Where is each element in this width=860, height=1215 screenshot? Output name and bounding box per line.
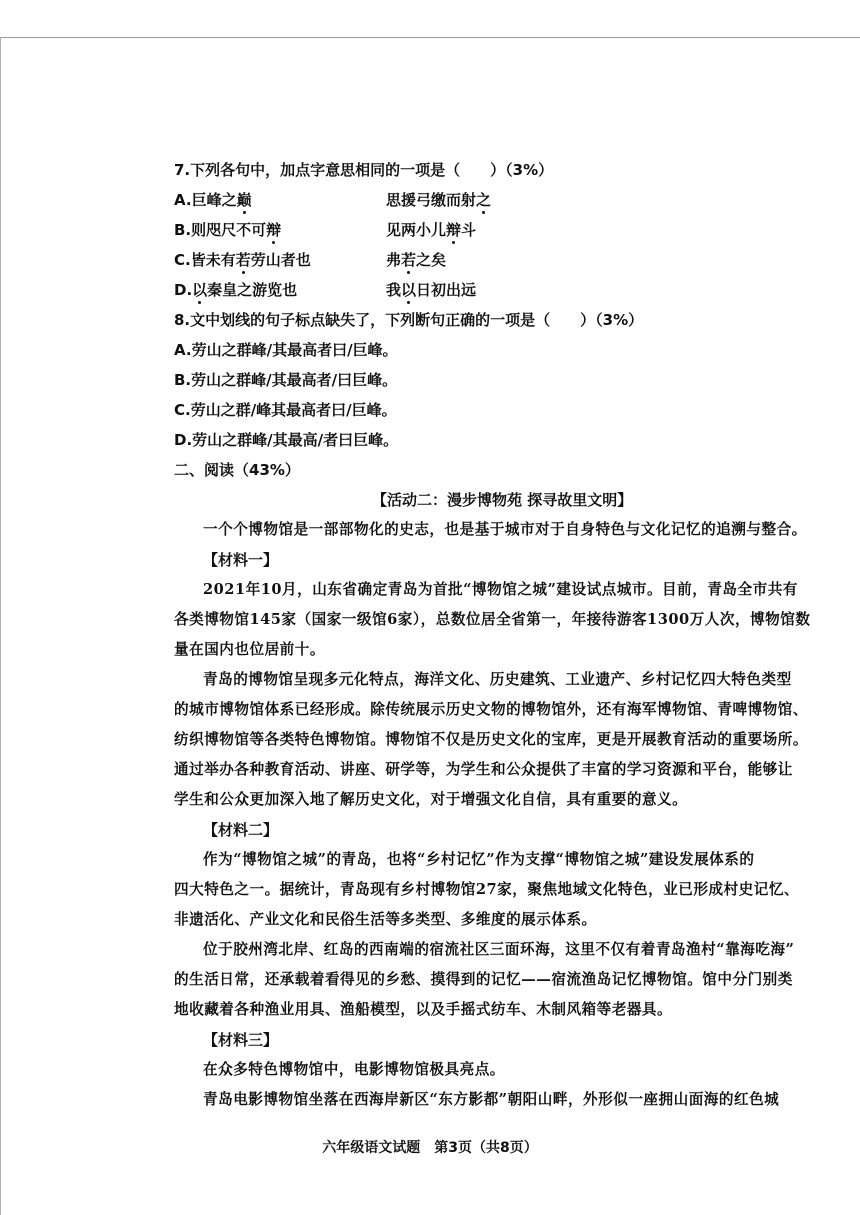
- section-2-heading: 二、阅读（43%）: [174, 461, 300, 479]
- question-8-option-c: C.劳山之群/峰其最高者曰/巨峰。: [174, 401, 397, 419]
- material-1-p2-line-4: 通过举办各种教育活动、讲座、研学等，为学生和公众提供了丰富的学习资源和平台，能够让: [174, 761, 793, 778]
- material-1-p1-line-2: 各类博物馆145家（国家一级馆6家），总数位居全省第一，年接待游客1300万人次，博物馆数: [174, 611, 811, 628]
- option-d-right: 我以日初出远: [386, 281, 477, 299]
- material-1-label: 【材料一】: [203, 551, 279, 569]
- question-8-option-a: A.劳山之群峰/其最高者曰/巨峰。: [174, 341, 398, 359]
- material-2-p2-line-2: 的生活日常，还承载着看得见的乡愁、摸得到的记忆——宿流渔岛记忆博物馆。馆中分门别类: [174, 971, 793, 988]
- question-8-title: 8.文中划线的句子标点缺失了，下列断句正确的一项是（ ）（3%）: [174, 311, 644, 329]
- material-3-p2: 青岛电影博物馆坐落在西海岸新区“东方影都”朝阳山畔，外形似一座拥山面海的红色城: [203, 1091, 780, 1108]
- material-2-p1-line-2: 四大特色之一。据统计，青岛现有乡村博物馆27家，聚焦地域文化特色，业已形成村史记忆、: [174, 881, 800, 898]
- option-c-right: 弗若之矣: [386, 251, 447, 269]
- question-8-option-b: B.劳山之群峰/其最高者/曰巨峰。: [174, 371, 398, 389]
- material-3-p1: 在众多特色博物馆中，电影博物馆极具亮点。: [203, 1061, 505, 1078]
- page-footer: 六年级语文试题 第3页（共8页）: [322, 1140, 538, 1156]
- option-a-left: A.巨峰之巅: [174, 191, 252, 209]
- material-3-label: 【材料三】: [203, 1031, 279, 1049]
- material-2-p1-line-3: 非遗活化、产业文化和民俗生活等多类型、多维度的展示体系。: [174, 911, 597, 928]
- material-1-p1-line-3: 量在国内也位居前十。: [174, 641, 325, 658]
- material-2-label: 【材料二】: [203, 821, 279, 839]
- activity-title: 【活动二：漫步博物苑 探寻故里文明】: [372, 491, 633, 509]
- material-2-p2-line-3: 地收藏着各种渔业用具、渔船模型，以及手摇式纺车、木制风箱等老器具。: [174, 1001, 673, 1018]
- material-1-p1-line-1: 2021年10月，山东省确定青岛为首批“博物馆之城”建设试点城市。目前，青岛全市共有: [203, 581, 798, 598]
- question-8-option-d: D.劳山之群峰/其最高/者曰巨峰。: [174, 431, 399, 449]
- material-2-p1-line-1: 作为“博物馆之城”的青岛，也将“乡村记忆”作为支撑“博物馆之城”建设发展体系的: [203, 851, 755, 868]
- option-d-left: D.以秦皇之游览也: [174, 281, 298, 299]
- question-7-title: 7.下列各句中，加点字意思相同的一项是（ ）（3%）: [174, 161, 554, 179]
- material-1-p2-line-5: 学生和公众更加深入地了解历史文化，对于增强文化自信，具有重要的意义。: [174, 791, 688, 808]
- material-1-p2-line-1: 青岛的博物馆呈现多元化特点，海洋文化、历史建筑、工业遗产、乡村记忆四大特色类型: [203, 671, 792, 688]
- material-1-p2-line-3: 纺织博物馆等各类特色博物馆。博物馆不仅是历史文化的宝库，更是开展教育活动的重要场所。: [174, 731, 808, 748]
- section-intro: 一个个博物馆是一部部物化的史志，也是基于城市对于自身特色与文化记忆的追溯与整合。: [203, 521, 807, 538]
- material-2-p2-line-1: 位于胶州湾北岸、红岛的西南端的宿流社区三面环海，这里不仅有着青岛渔村“靠海吃海”: [203, 941, 795, 958]
- option-a-right: 思援弓缴而射之: [386, 191, 492, 209]
- material-1-p2-line-2: 的城市博物馆体系已经形成。除传统展示历史文物的博物馆外，还有海军博物馆、青啤博物馆、: [174, 701, 808, 718]
- option-b-right: 见两小儿辩斗: [386, 221, 477, 239]
- option-c-left: C.皆未有若劳山者也: [174, 251, 311, 269]
- option-b-left: B.则咫尺不可辩: [174, 221, 282, 239]
